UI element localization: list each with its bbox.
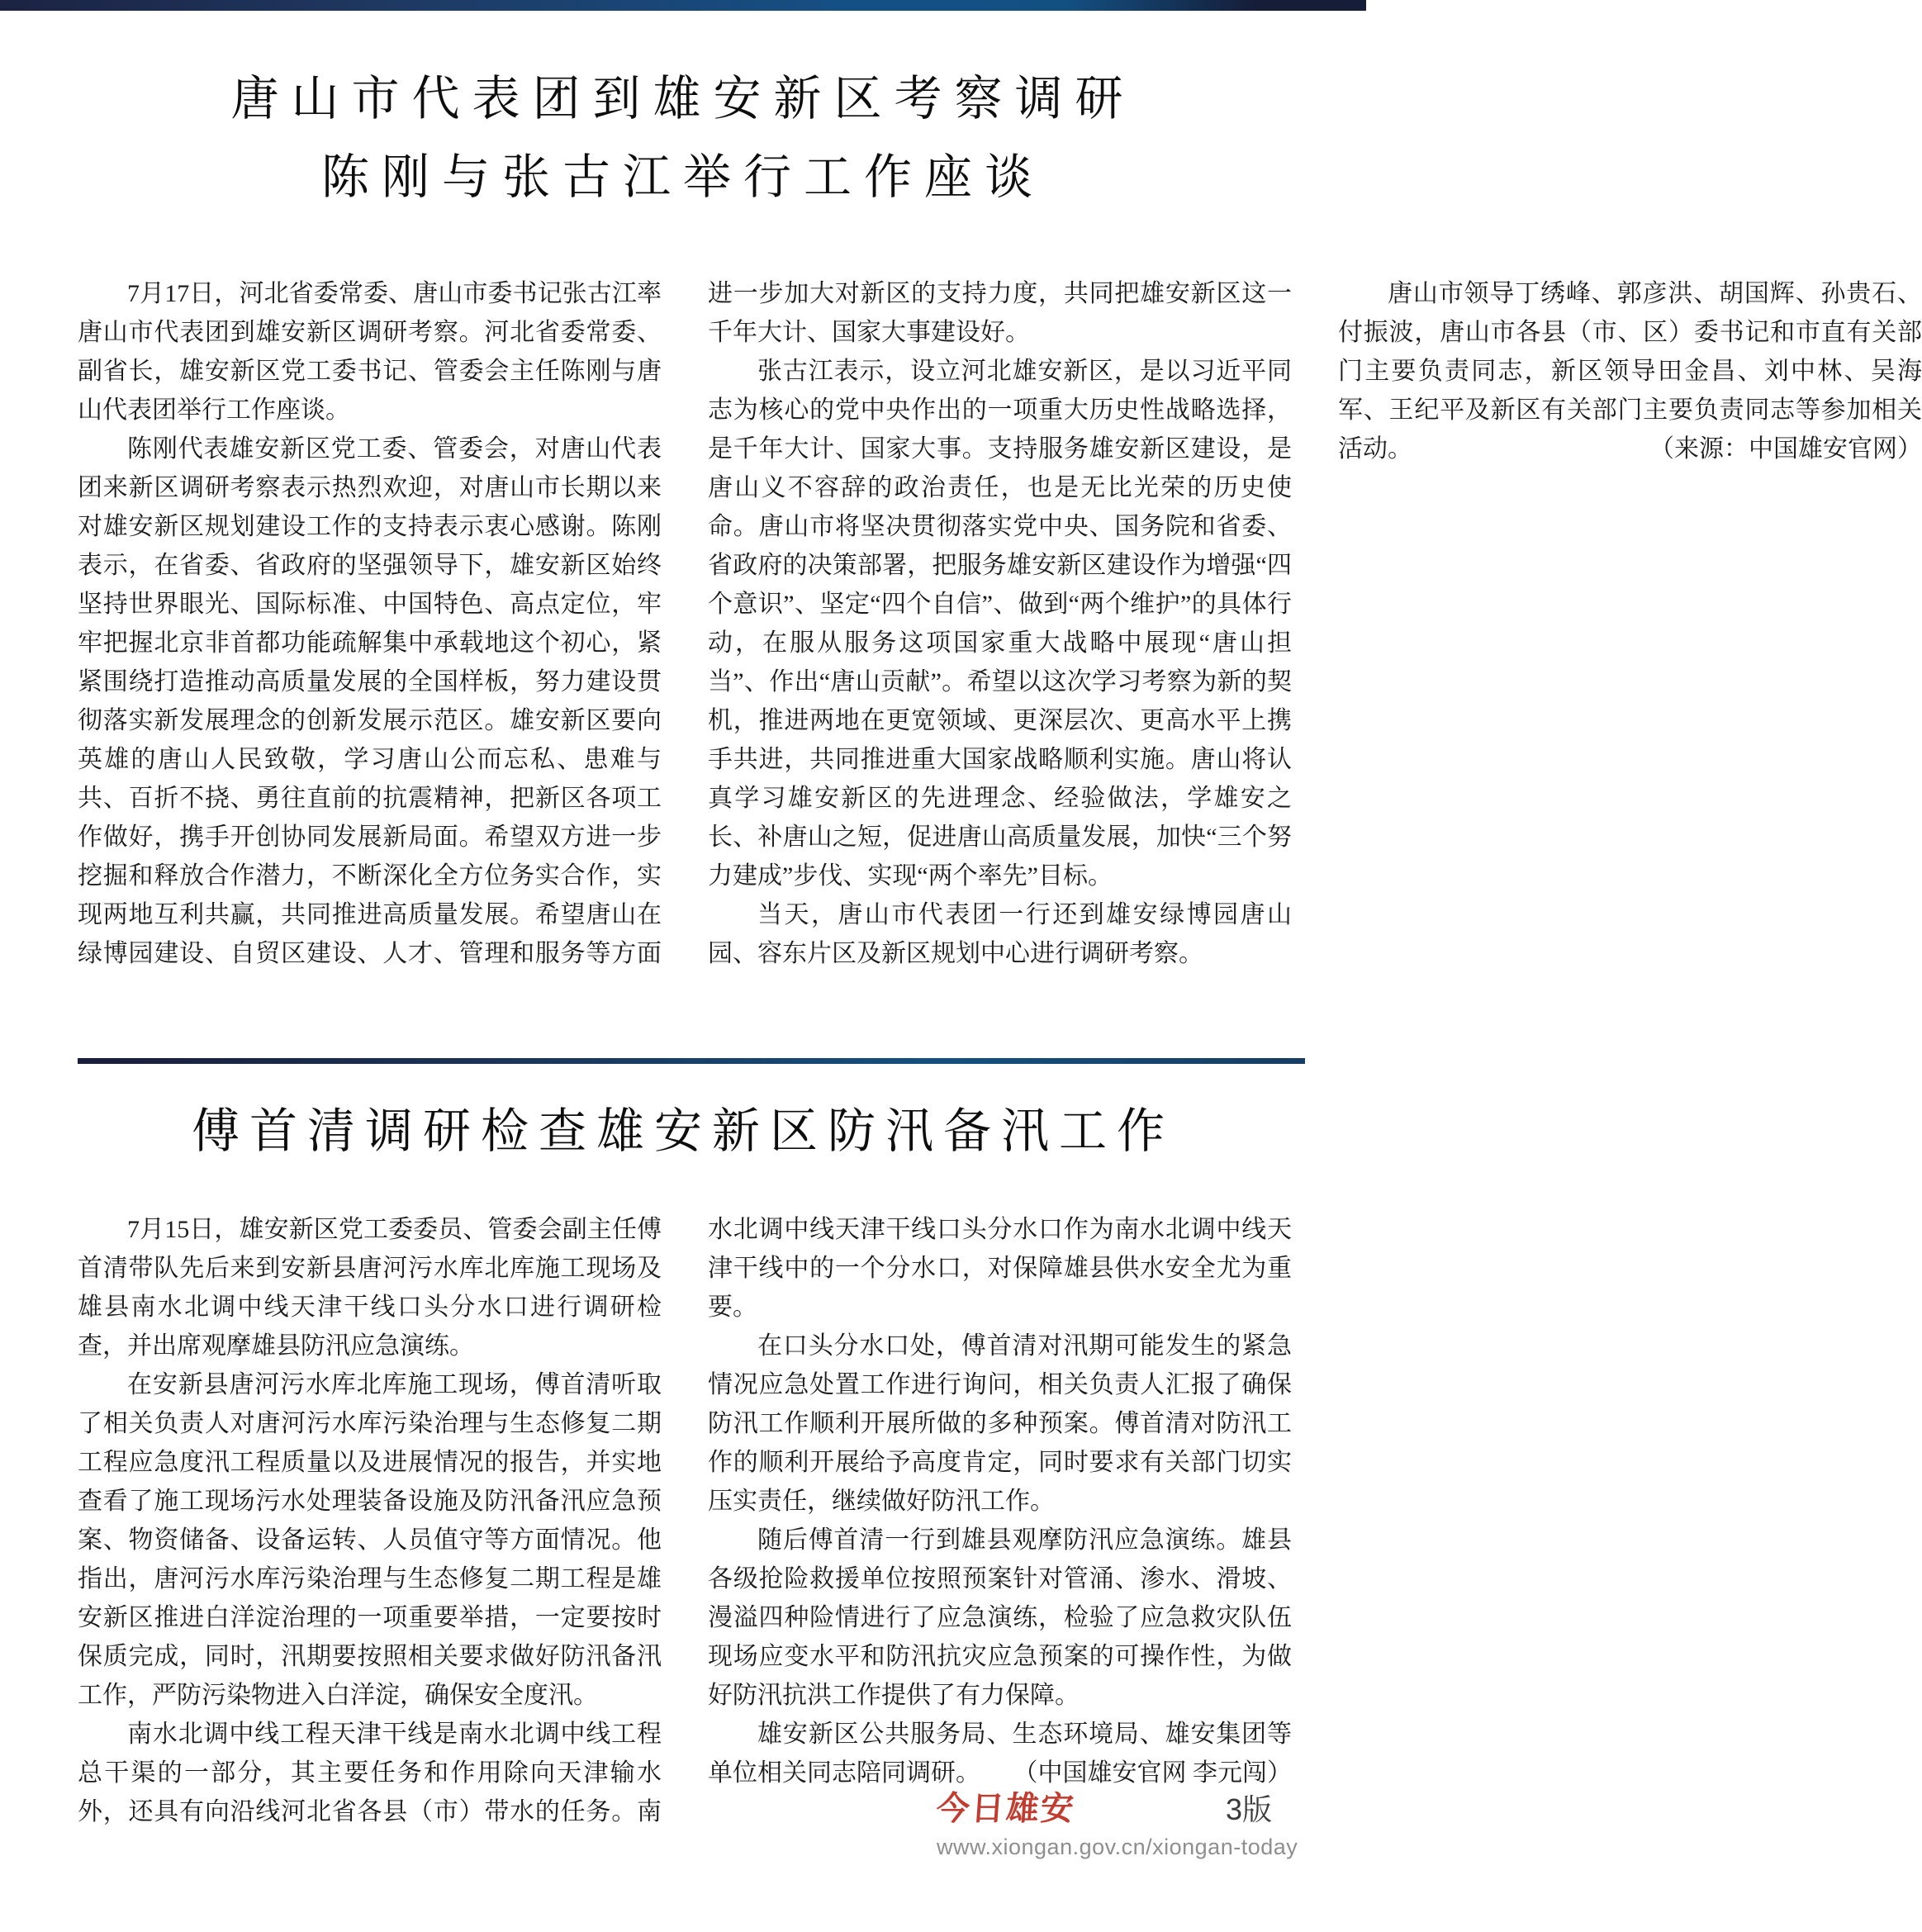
section-divider-bar [78, 1058, 1305, 1064]
article-2-paragraph-4: 在口头分水口处，傅首清对汛期可能发生的紧急情况应急处置工作进行询问，相关负责人汇报了确保防汛工作顺利开展所做的多种预案。傅首清对防汛工作的顺利开展给予高度肯定，同时要求有关部门切实压实责任，继续做好防汛工作。 [708, 1332, 1292, 1515]
masthead-logo: 今日雄安 [935, 1790, 1077, 1827]
article-2-source-credit: （中国雄安官网 李元闯） [1013, 1759, 1292, 1787]
article-2-paragraph-6 [708, 1715, 1292, 1792]
article-1-title [0, 59, 1366, 216]
article-2-body [78, 1210, 1292, 1836]
article-1-source-credit: （来源：中国雄安官网） [1649, 435, 1922, 463]
article-1-body [78, 274, 1922, 986]
article-1-paragraph-3: 张古江表示，设立河北雄安新区，是以习近平同志为核心的党中央作出的一项重大历史性战略选择，是千年大计、国家大事。支持服务雄安新区建设，是唐山义不容辞的政治责任，也是无比光荣的历史使命。唐山市将坚决贯彻落实党中央、国务院和省委、省政府的决策部署，把服务雄安新区建设作为增强“四个意识”、坚定“四个自信”、做到“两个维护”的具体行动，在服从服务这项国家重大战略中展现“唐山担当”、作出“唐山贡献”。希望以这次学习考察为新的契机，推进两地在更宽领域、更深层次、更高水平上携手共进，共同推进重大国家战略顺利实施。唐山将认真学习雄安新区的先进理念、经验做法，学雄安之长、补唐山之短，促进唐山高质量发展，加快“三个努力建成”步伐、实现“两个率先”目标。 [708, 358, 1292, 890]
article-2-paragraph-6-text: 雄安新区公共服务局、生态环境局、雄安集团等单位相关同志陪同调研。 [708, 1721, 1292, 1787]
article-2-paragraph-2: 在安新县唐河污水库北库施工现场，傅首清听取了相关负责人对唐河污水库污染治理与生态修复二期工程应急度汛工程质量以及进展情况的报告，并实地查看了施工现场污水处理装备设施及防汛备汛应急预案、物资储备、设备运转、人员值守等方面情况。他指出，唐河污水库污染治理与生态修复二期工程是雄安新区推进白洋淀治理的一项重要举措，一定要按时保质完成，同时，汛期要按照相关要求做好防汛备汛工作，严防污染物进入白洋淀，确保安全度汛。 [78, 1371, 662, 1709]
footer-masthead-row [937, 1782, 1272, 1830]
article-2-paragraph-1: 7月15日，雄安新区党工委委员、管委会副主任傅首清带队先后来到安新县唐河污水库北库施工现场及雄县南水北调中线天津干线口头分水口进行调研检查，并出席观摩雄县防汛应急演练。 [78, 1216, 662, 1360]
article-2-title: 傅首清调研检查雄安新区防汛备汛工作 [191, 1104, 1175, 1158]
article-1-title-line1: 唐山市代表团到雄安新区考察调研 [230, 72, 1136, 126]
article-2-paragraph-5: 随后傅首清一行到雄县观摩防汛应急演练。雄县各级抢险救援单位按照预案针对管涌、渗水、滑坡、漫溢四种险情进行了应急演练，检验了应急救灾队伍现场应变水平和防汛抗灾应急预案的可操作性，为做好防汛抗洪工作提供了有力保障。 [708, 1526, 1292, 1709]
article-1-paragraph-1: 7月17日，河北省委常委、唐山市委书记张古江率唐山市代表团到雄安新区调研考察。河北省委常委、副省长，雄安新区党工委书记、管委会主任陈刚与唐山代表团举行工作座谈。 [78, 280, 662, 424]
article-1-title-line2: 陈刚与张古江举行工作座谈 [320, 150, 1045, 204]
article-1-paragraph-5-text: 唐山市领导丁绣峰、郭彦洪、胡国辉、孙贵石、付振波，唐山市各县（市、区）委书记和市直有关部门主要负责同志，新区领导田金昌、刘中林、吴海军、王纪平及新区有关部门主要负责同志等参加相关活动。 [1338, 280, 1922, 463]
top-accent-bar [0, 0, 1366, 11]
site-url: www.xiongan.gov.cn/xiongan-today [937, 1835, 1298, 1859]
article-1-paragraph-2: 陈刚代表雄安新区党工委、管委会，对唐山代表团来新区调研考察表示热烈欢迎，对唐山市长期以来对雄安新区规划建设工作的支持表示衷心感谢。陈刚表示，在省委、省政府的坚强领导下，雄安新区始终坚持世界眼光、国际标准、中国特色、高点定位，牢牢把握北京非首都功能疏解集中承载地这个初心，紧紧围绕打造推动高质量发展的全国样板，努力建设贯彻落实新发展理念的创新发展示范区。雄安新区要向英雄的唐山人民致敬，学习唐山公而忘私、患难与共、百折不挠、勇往直前的抗震精神，把新区各项工作做好，携手开创协同发展新局面。希望双方进一步挖掘和释放合作潜力，不断深化全方位务实合作，实现两地互利共赢，共同推进高质量发展。希望唐山在绿博园建设、自贸区建设、人才、管理和服务等方面进一步加大对新区的支持力度，共同把雄安新区这一千年大计、国家大事建设好。 [78, 280, 1292, 967]
page-footer [935, 1782, 1298, 1860]
article-1-paragraph-4: 当天，唐山市代表团一行还到雄安绿博园唐山园、容东片区及新区规划中心进行调研考察。 [708, 901, 1292, 967]
page-number: 3版 [1225, 1792, 1272, 1826]
article-1-paragraph-5 [1338, 274, 1922, 468]
article-2-paragraph-3: 南水北调中线工程天津干线是南水北调中线工程总干渠的一部分，其主要任务和作用除向天津输水外，还具有向沿线河北省各县（市）带水的任务。南水北调中线天津干线口头分水口作为南水北调中线天津干线中的一个分水口，对保障雄县供水安全尤为重要。 [78, 1216, 1292, 1825]
